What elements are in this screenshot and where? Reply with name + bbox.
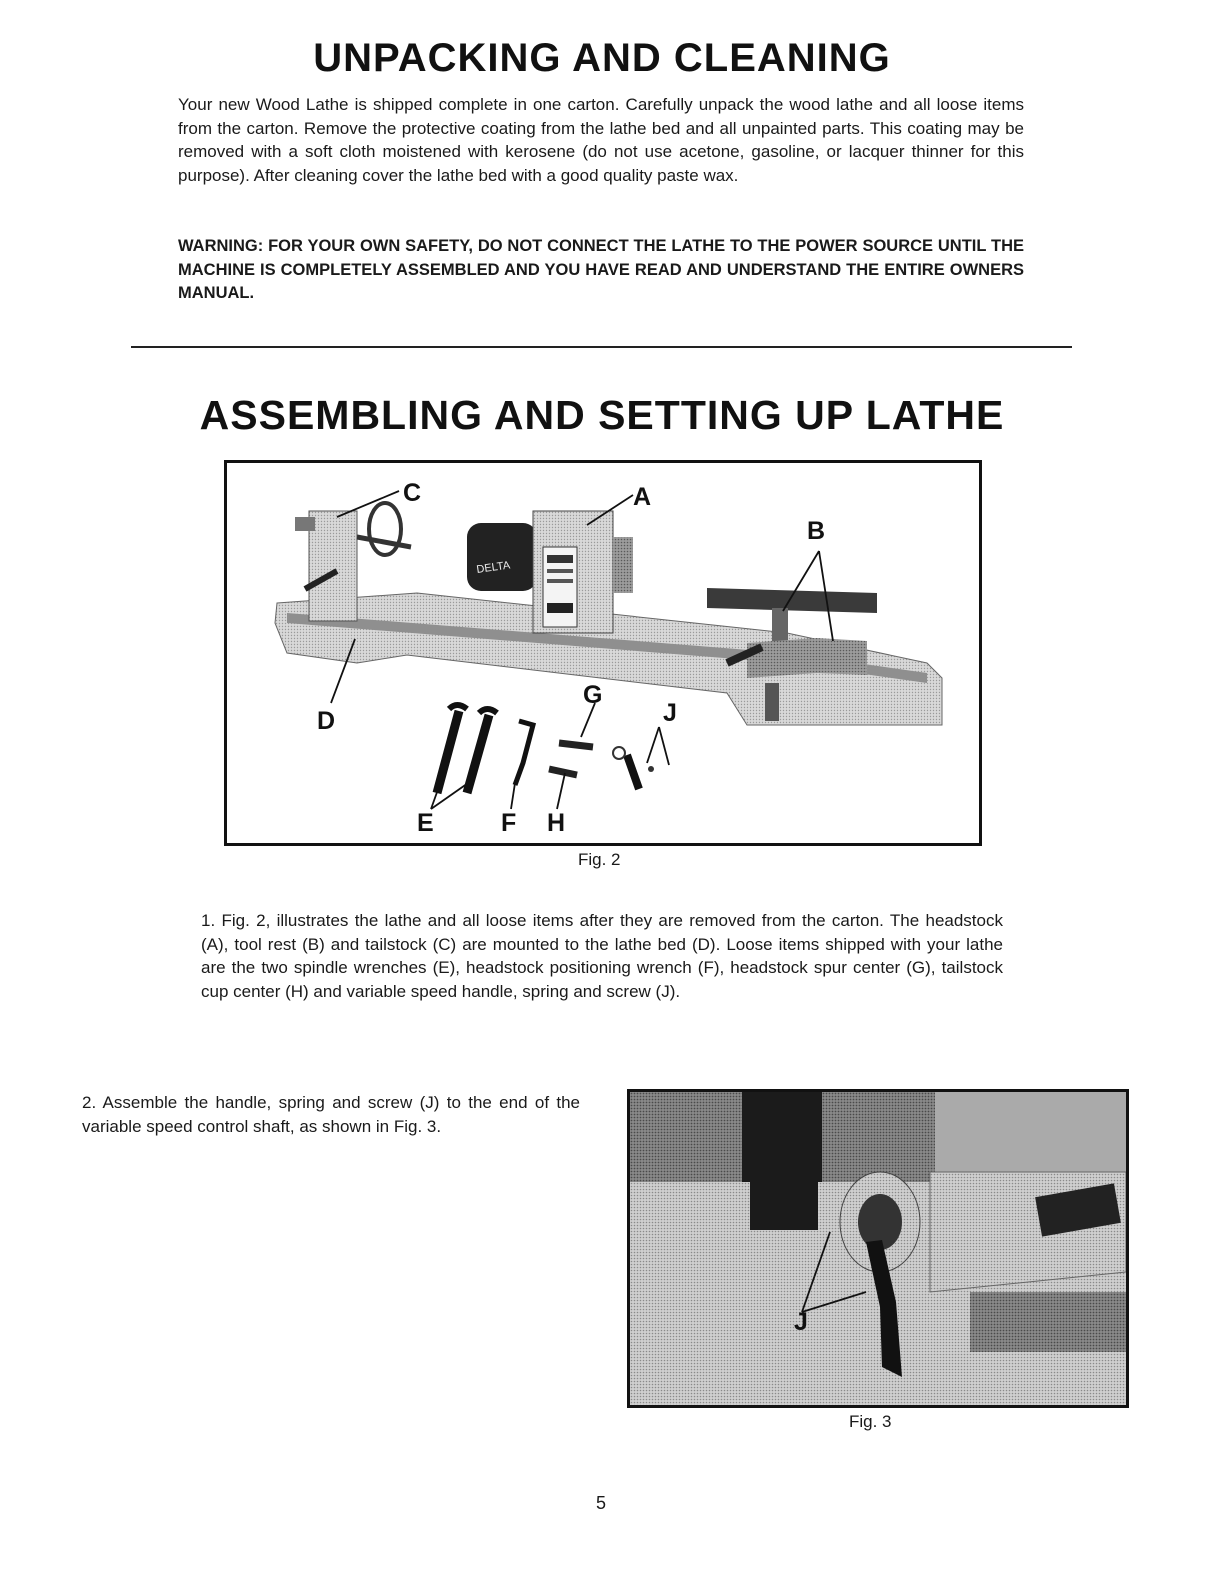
label-h: H bbox=[547, 809, 566, 837]
label-b: B bbox=[807, 517, 826, 545]
label-j-fig3: J bbox=[794, 1308, 808, 1336]
label-f: F bbox=[501, 809, 517, 837]
speed-handle-parts bbox=[613, 747, 654, 789]
label-g: G bbox=[583, 681, 603, 709]
step-1-paragraph: 1. Fig. 2, illustrates the lathe and all loose items after they are removed from the carton. The headstock (A), tool rest (B) and tailstock (C) are mounted to the lathe bed (D). Loose items shipped with your lathe are the two spindle wrenches (E), headstock positioning wrench (F), headstock spur center (G), tailstock cup center (H) and variable speed handle, spring and screw (J). bbox=[201, 911, 1003, 1001]
page-number: 5 bbox=[596, 1493, 607, 1513]
spur-and-cup-centers bbox=[549, 743, 593, 775]
section-divider bbox=[131, 346, 1072, 348]
figure-3-caption: Fig. 3 bbox=[849, 1412, 892, 1431]
section-title-assembling: ASSEMBLING AND SETTING UP LATHE bbox=[199, 392, 1005, 438]
lathe-illustration bbox=[227, 463, 979, 843]
figure-3-handle-closeup bbox=[627, 1089, 1129, 1408]
label-j: J bbox=[663, 699, 677, 727]
label-c: C bbox=[403, 479, 422, 507]
label-a: A bbox=[633, 483, 652, 511]
warning-paragraph: WARNING: FOR YOUR OWN SAFETY, DO NOT CONNECT THE LATHE TO THE POWER SOURCE UNTIL THE MACHINE IS COMPLETELY ASSEMBLED AND YOU HAVE READ AND UNDERSTAND THE ENTIRE OWNERS MANUAL. bbox=[178, 237, 1024, 302]
figure-2-lathe-parts bbox=[224, 460, 982, 846]
step-2-paragraph: 2. Assemble the handle, spring and screw (J) to the end of the variable speed control shaft, as shown in Fig. 3. bbox=[82, 1093, 580, 1136]
spindle-wrenches bbox=[437, 705, 533, 793]
label-d: D bbox=[317, 707, 336, 735]
svg-text:DELTA: DELTA bbox=[475, 559, 511, 576]
figure-2-caption: Fig. 2 bbox=[578, 850, 621, 869]
label-e: E bbox=[417, 809, 434, 837]
section-title-unpacking: UNPACKING AND CLEANING bbox=[313, 36, 891, 80]
handle-photo bbox=[630, 1092, 1126, 1405]
unpacking-paragraph: Your new Wood Lathe is shipped complete in one carton. Carefully unpack the wood lathe and all loose items from the carton. Remove the protective coating from the lathe bed and all unpainted parts. This coating may be removed with a soft cloth moistened with kerosene (do not use acetone, gasoline, or lacquer thinner for this purpose). After cleaning cover the lathe bed with a good quality paste wax. bbox=[178, 95, 1024, 185]
